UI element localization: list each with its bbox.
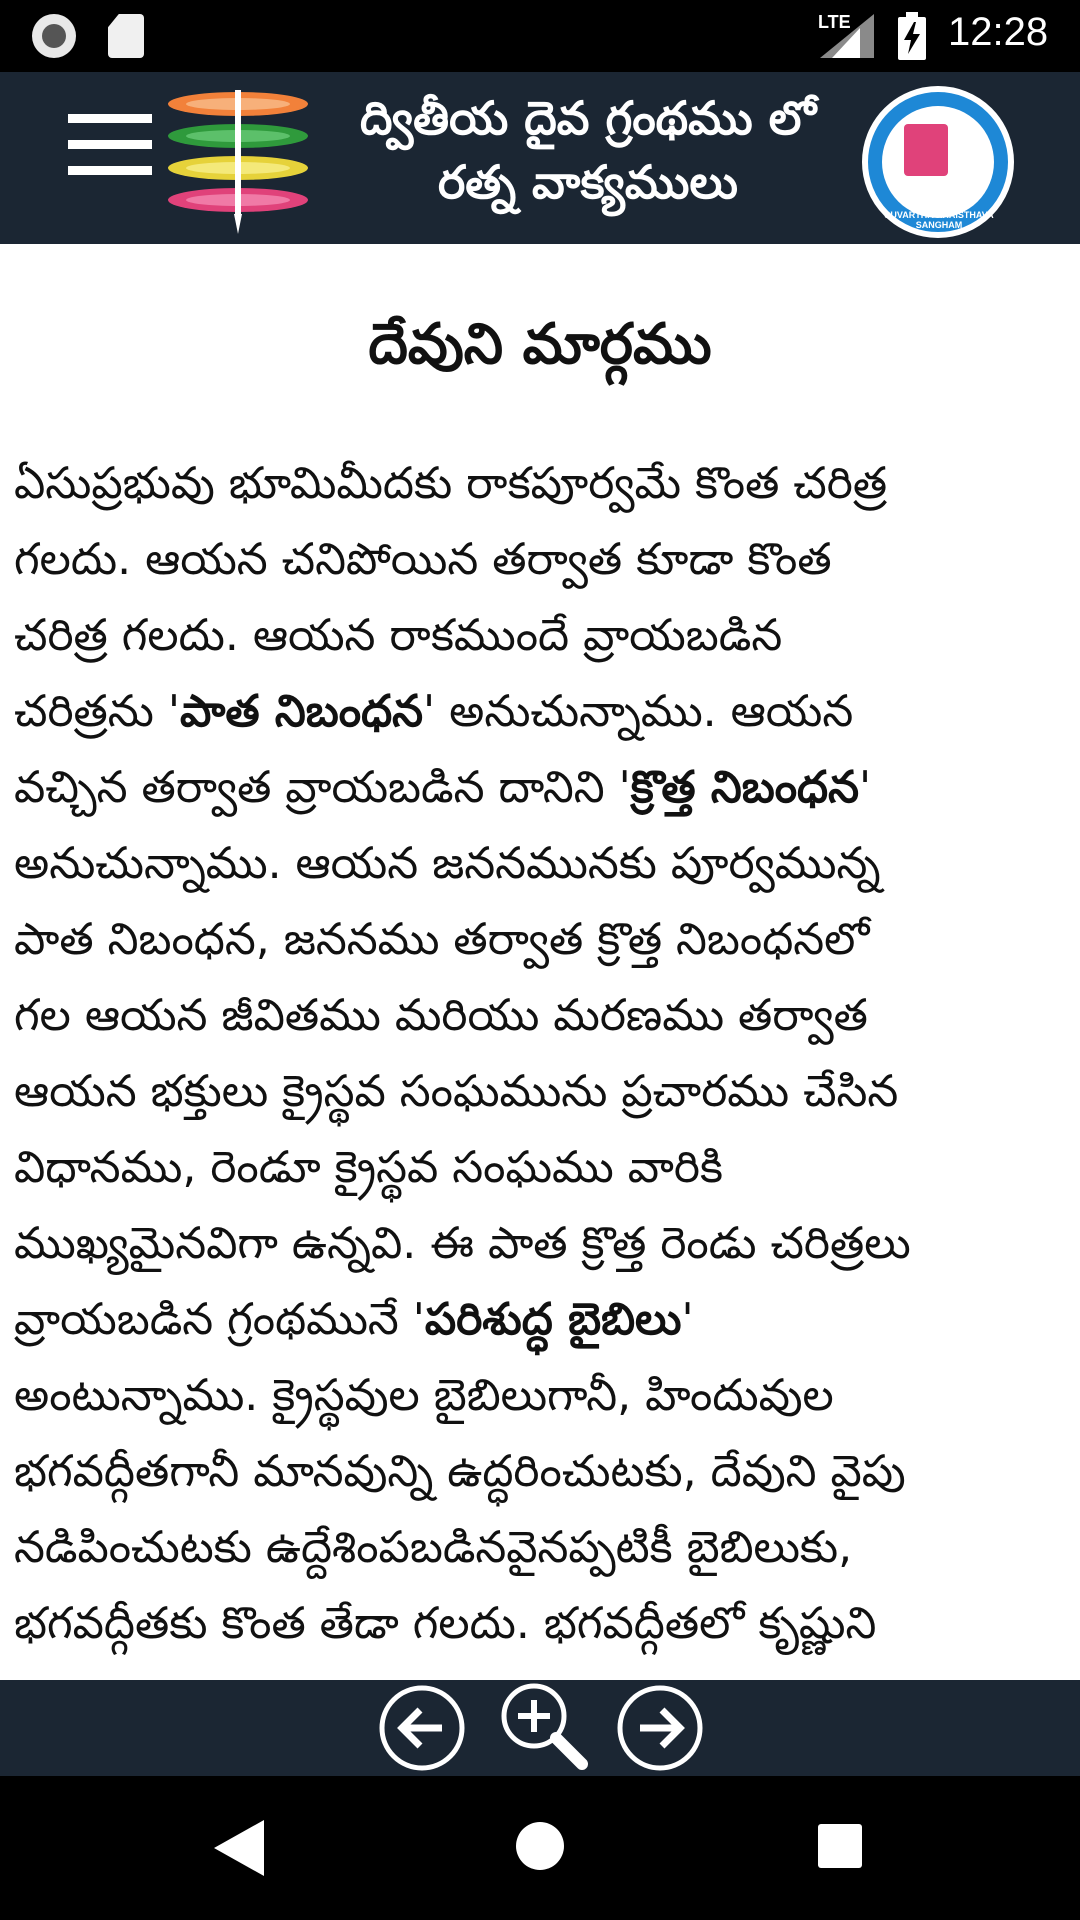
text-run: ఏసుప్రభువు భూమిమీదకు రాకపూర్వమే కొంత చరిత్ర: [14, 458, 888, 509]
article-line: [14, 1510, 1074, 1586]
text-run: చరిత్రను ': [14, 686, 180, 737]
app-title-line1: ద్వితీయ దైవ గ్రంథము లో: [359, 91, 817, 145]
text-run: భగవద్గీతకు కొంత తేడా గలదు. భగవద్గీతలో కృష్ణుని: [14, 1598, 877, 1649]
article-body: [14, 446, 1074, 1738]
article-line: [14, 674, 1074, 750]
article-line: [14, 1282, 1074, 1358]
article-line: [14, 446, 1074, 522]
article-line: [14, 1586, 1074, 1662]
article-content[interactable]: [0, 246, 1080, 1680]
previous-arrow-icon[interactable]: [378, 1684, 466, 1772]
article-line: [14, 978, 1074, 1054]
bold-term: పరిశుద్ధ బైబిలు: [424, 1294, 682, 1345]
system-navigation-bar: [0, 1776, 1080, 1920]
text-run: వచ్చిన తర్వాత వ్రాయబడిన దానిని ': [14, 762, 631, 813]
bold-term: క్రొత్త నిబంధన: [630, 762, 860, 813]
hamburger-menu-icon[interactable]: [68, 114, 152, 174]
article-line: [14, 1130, 1074, 1206]
article-line: [14, 750, 1074, 826]
clock: 12:28: [948, 10, 1049, 54]
article-line: [14, 1054, 1074, 1130]
battery-charging-icon: [898, 12, 926, 60]
zoom-in-icon[interactable]: [496, 1680, 592, 1776]
book-icon: [904, 124, 948, 176]
text-run: గల ఆయన జీవితము మరియు మరణము తర్వాత: [14, 990, 868, 1041]
text-run: పాత నిబంధన, జననము తర్వాత క్రొత్త నిబంధనలో: [14, 914, 870, 965]
text-run: వ్రాయబడిన గ్రంథమునే ': [14, 1294, 425, 1345]
text-run: భగవద్గీతగానీ మానవున్ని ఉద్ధరించుటకు, దేవుని వైపు: [14, 1446, 906, 1497]
reader-toolbar: [0, 1680, 1080, 1776]
app-bar: [0, 72, 1080, 244]
text-run: ఆయన భక్తులు క్రైస్థవ సంఘమును ప్రచారము చేసిన: [14, 1066, 899, 1117]
app-title-line2: రత్న వాక్యములు: [438, 155, 738, 209]
organization-seal-logo: [862, 86, 1014, 238]
sd-card-icon: [108, 14, 144, 58]
text-run: నడిపించుటకు ఉద్దేశింపబడినవైనప్పటికీ బైబిలుకు,: [14, 1522, 853, 1573]
article-line: [14, 522, 1074, 598]
back-icon[interactable]: [214, 1820, 264, 1876]
network-label: LTE: [818, 12, 851, 32]
text-run: అంటున్నాము. క్రైస్థవుల బైబిలుగానీ, హిందువుల: [14, 1370, 834, 1421]
text-run: ముఖ్యమైనవిగా ఉన్నవి. ఈ పాత క్రొత్త రెండు చరిత్రలు: [14, 1218, 911, 1269]
article-line: [14, 1206, 1074, 1282]
article-line: [14, 826, 1074, 902]
recent-apps-icon[interactable]: [818, 1824, 862, 1868]
text-run: చరిత్ర గలదు. ఆయన రాకముందే వ్రాయబడిన: [14, 610, 783, 661]
article-title: దేవుని మార్గము: [368, 312, 712, 377]
tree-logo-icon: [164, 84, 312, 234]
article-line: [14, 1434, 1074, 1510]
record-icon: [32, 14, 76, 58]
text-run: ' అనుచున్నాము. ఆయన: [423, 686, 854, 737]
bold-term: పాత నిబంధన: [179, 686, 424, 737]
text-run: ': [681, 1294, 694, 1345]
article-line: [14, 598, 1074, 674]
next-arrow-icon[interactable]: [616, 1684, 704, 1772]
text-run: ': [859, 762, 872, 813]
text-run: విధానము, రెండూ క్రైస్థవ సంఘము వారికి: [14, 1142, 723, 1193]
article-line: [14, 1358, 1074, 1434]
seal-caption: SUVARTHA KRAISTHAVA SANGHAM: [884, 210, 994, 230]
text-run: గలదు. ఆయన చనిపోయిన తర్వాత కూడా కొంత: [14, 534, 832, 585]
home-icon[interactable]: [516, 1822, 564, 1870]
status-bar: [0, 0, 1080, 72]
text-run: అనుచున్నాము. ఆయన జననమునకు పూర్వమున్న: [14, 838, 881, 889]
app-title: [318, 86, 858, 214]
article-line: [14, 902, 1074, 978]
